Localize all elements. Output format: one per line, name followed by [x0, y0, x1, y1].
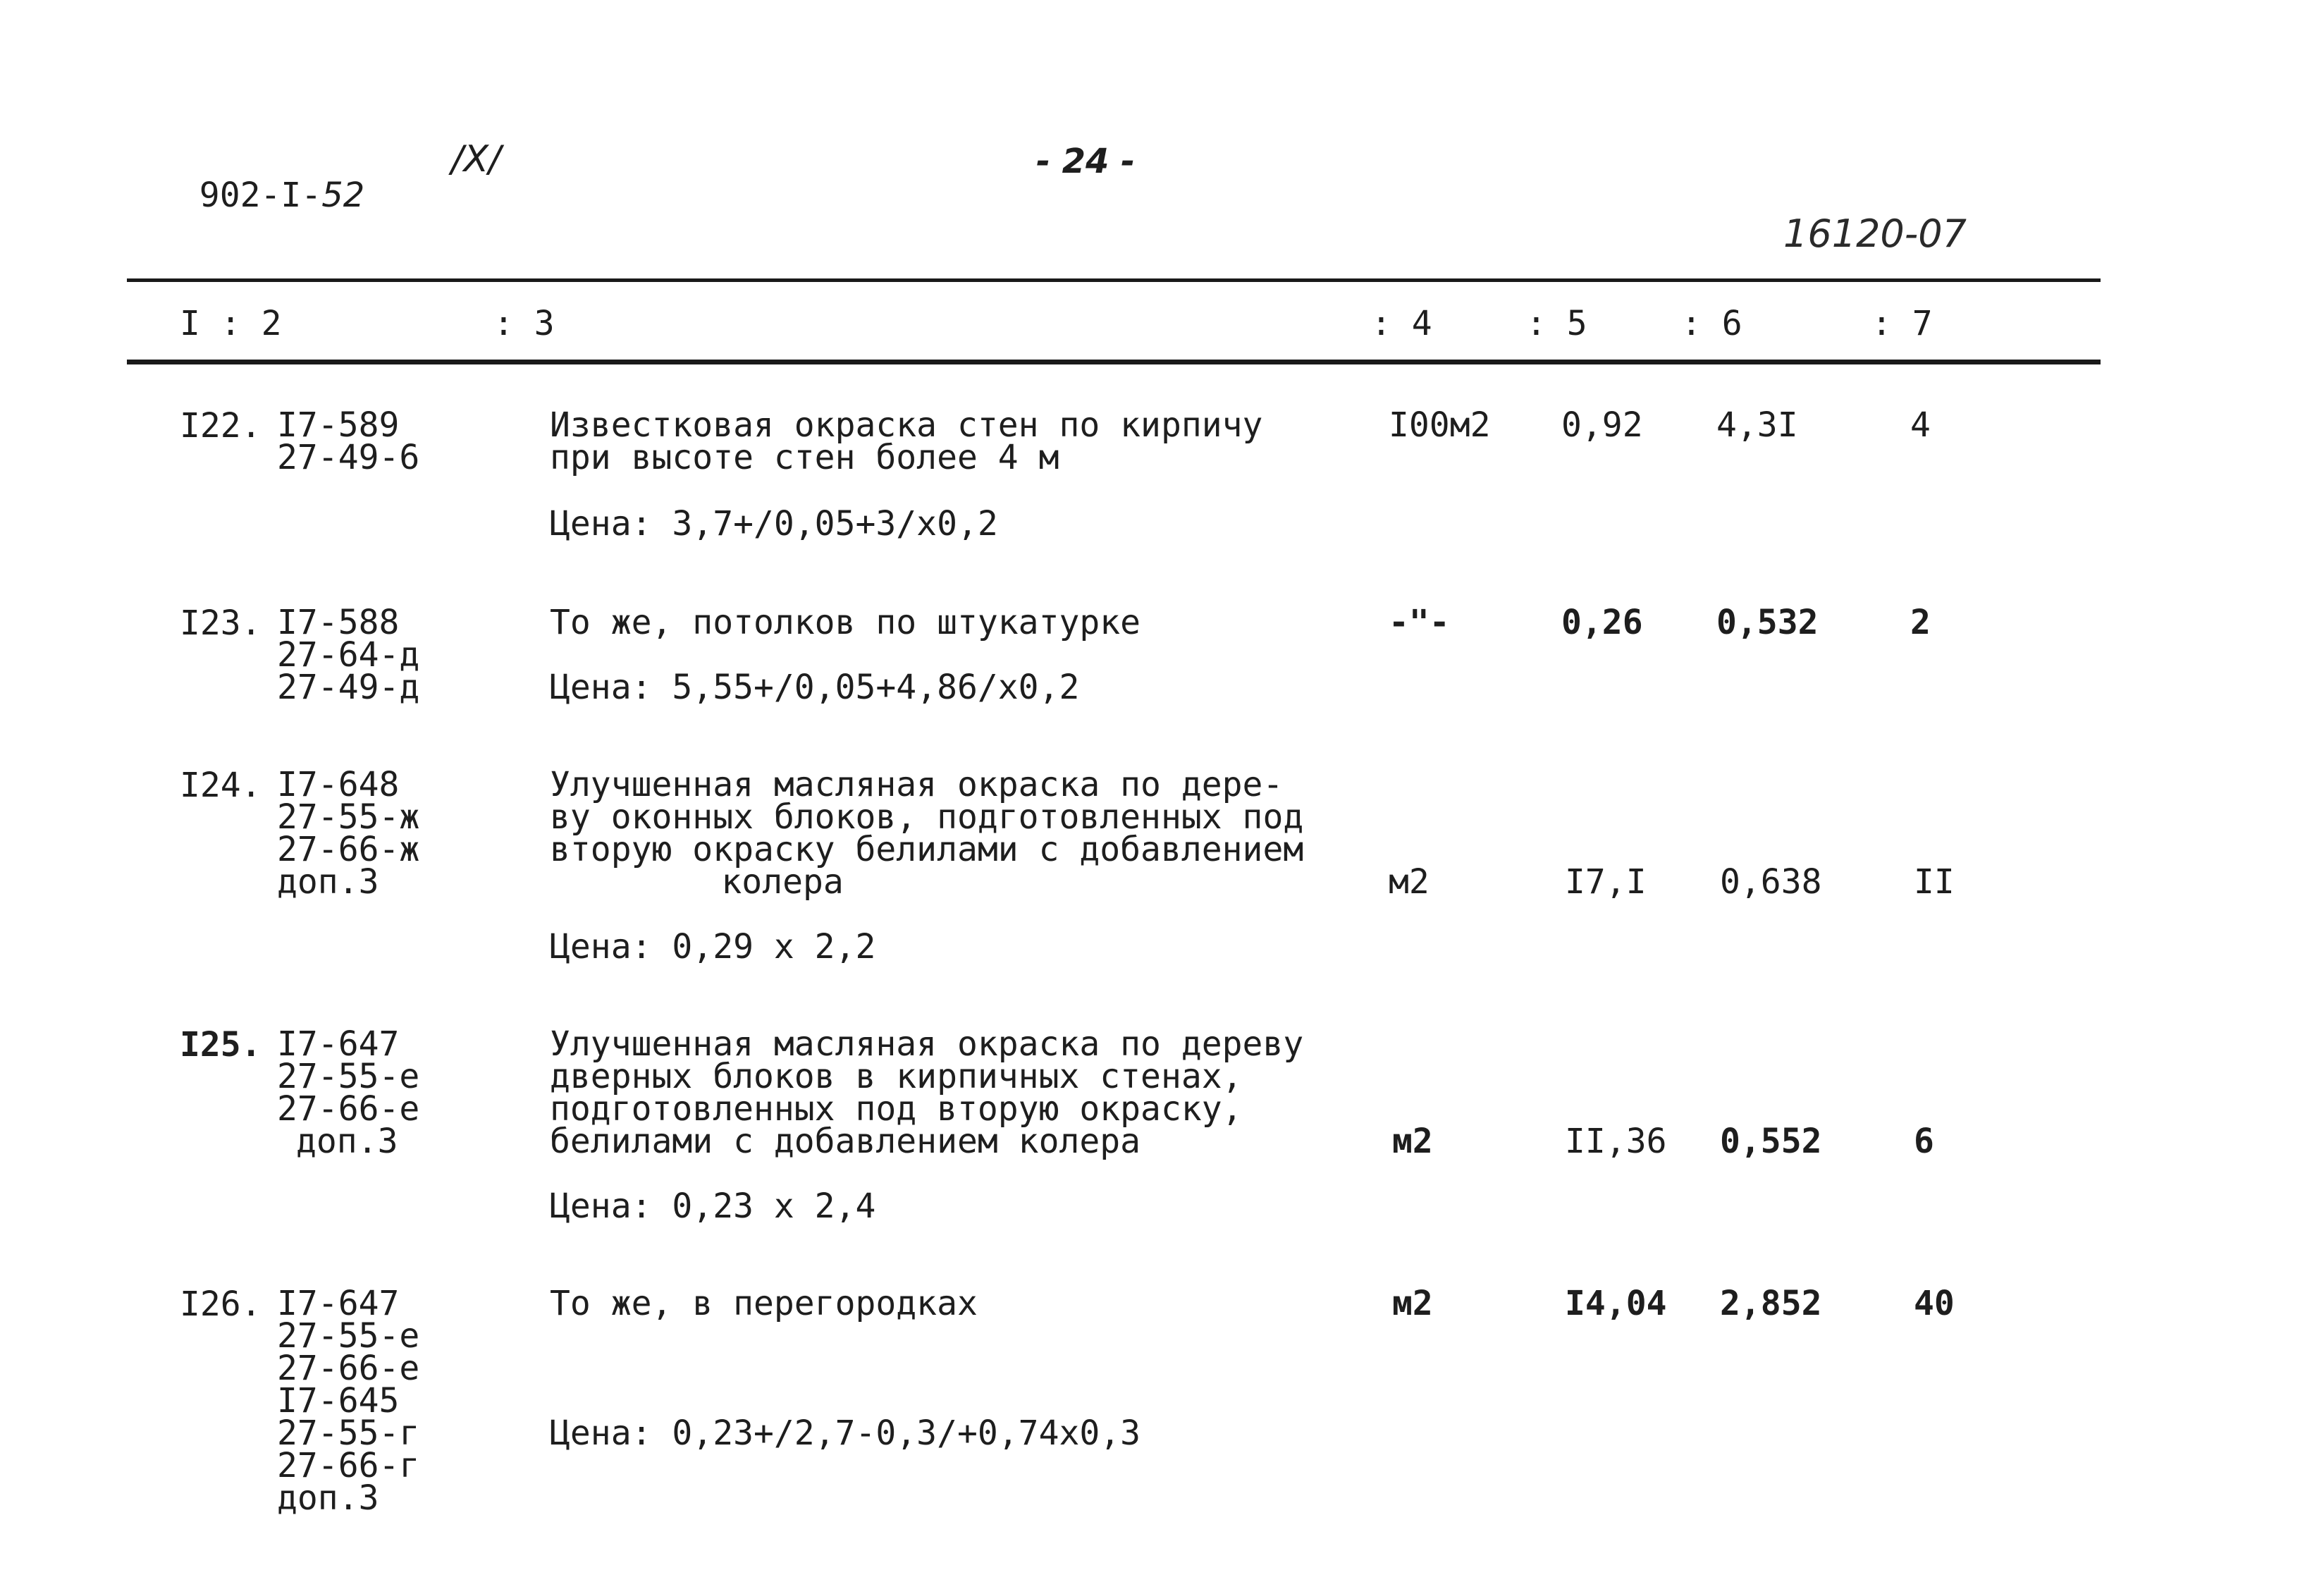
row-description: при высоте стен более 4 м: [550, 438, 1059, 477]
col-header-7: : 7: [1871, 304, 1933, 343]
row-description: колера: [599, 862, 844, 902]
row-unit: м2: [1392, 1284, 1433, 1323]
row-code: 27-66-е: [277, 1089, 420, 1129]
document-code: [159, 145, 365, 215]
row-number: I25.: [180, 1025, 262, 1065]
row-description: Улучшенная масляная окраска по дереву: [550, 1024, 1304, 1064]
row-value: 0,532: [1716, 603, 1819, 642]
row-unit: м2: [1392, 1122, 1433, 1161]
row-description: дверных блоков в кирпичных стенах,: [550, 1057, 1243, 1096]
row-description: Известковая окраска стен по кирпичу: [550, 405, 1263, 445]
row-code: 27-55-г: [277, 1413, 420, 1453]
col-header-1-2: I : 2: [180, 304, 282, 343]
top-rule: [127, 278, 2101, 282]
row-price: Цена: 0,29 x 2,2: [550, 927, 876, 967]
row-quantity: II,36: [1565, 1122, 1667, 1161]
row-code: I7-588: [277, 603, 400, 642]
row-code: I7-648: [277, 765, 400, 804]
row-quantity: 0,26: [1561, 603, 1643, 642]
row-col7: II: [1914, 862, 1955, 902]
row-code: I7-647: [277, 1024, 400, 1064]
row-code: доп.3: [277, 1478, 379, 1518]
col-header-6: : 6: [1681, 304, 1742, 343]
stamp-number: 16120-07: [1783, 211, 1967, 256]
row-value: 4,3I: [1716, 405, 1798, 445]
row-code: 27-55-ж: [277, 797, 420, 837]
page-number: - 24 -: [1036, 142, 1136, 181]
row-price: Цена: 0,23 x 2,4: [550, 1186, 876, 1226]
col-header-4: : 4: [1371, 304, 1432, 343]
row-description: То же, в перегородках: [550, 1284, 978, 1323]
row-number: I26.: [180, 1284, 262, 1324]
row-code: доп.3: [296, 1122, 398, 1161]
row-quantity: I4,04: [1565, 1284, 1667, 1323]
row-code: 27-66-г: [277, 1446, 420, 1485]
col-header-5: : 5: [1526, 304, 1587, 343]
row-unit: I00м2: [1389, 405, 1491, 445]
row-price: Цена: 5,55+/0,05+4,86/x0,2: [550, 668, 1080, 707]
row-code: 27-55-е: [277, 1316, 420, 1356]
document-code-prefix: 902-I-: [199, 176, 322, 215]
row-unit: м2: [1389, 862, 1430, 902]
row-description: вторую окраску белилами с добавлением: [550, 830, 1304, 869]
row-value: 2,852: [1720, 1284, 1822, 1323]
row-quantity: I7,I: [1565, 862, 1647, 902]
row-code: 27-49-6: [277, 438, 420, 477]
row-unit: -"-: [1389, 603, 1450, 642]
part-mark: /X/: [451, 138, 501, 180]
row-number: I24.: [180, 766, 262, 805]
row-col7: 2: [1910, 603, 1931, 642]
row-description: подготовленных под вторую окраску,: [550, 1089, 1243, 1129]
row-col7: 4: [1910, 405, 1931, 445]
row-code: 27-64-д: [277, 635, 420, 675]
row-value: 0,638: [1720, 862, 1822, 902]
document-code-suffix: 52: [321, 176, 365, 215]
row-code: доп.3: [277, 862, 379, 902]
row-number: I22.: [180, 406, 262, 446]
row-code: 27-66-ж: [277, 830, 420, 869]
row-code: 27-49-д: [277, 668, 420, 707]
row-quantity: 0,92: [1561, 405, 1643, 445]
col-header-3: : 3: [493, 304, 555, 343]
row-number: I23.: [180, 603, 262, 643]
row-code: 27-55-е: [277, 1057, 420, 1096]
row-description: ву оконных блоков, подготовленных под: [550, 797, 1304, 837]
row-code: I7-647: [277, 1284, 400, 1323]
row-description: Улучшенная масляная окраска по дере-: [550, 765, 1284, 804]
row-col7: 6: [1914, 1122, 1934, 1161]
row-description: То же, потолков по штукатурке: [550, 603, 1141, 642]
row-price: Цена: 3,7+/0,05+3/x0,2: [550, 504, 998, 544]
row-code: I7-645: [277, 1381, 400, 1421]
header-rule: [127, 360, 2101, 364]
row-col7: 40: [1914, 1284, 1955, 1323]
row-value: 0,552: [1720, 1122, 1822, 1161]
row-code: I7-589: [277, 405, 400, 445]
row-price: Цена: 0,23+/2,7-0,3/+0,74x0,3: [550, 1413, 1141, 1453]
row-code: 27-66-е: [277, 1349, 420, 1388]
row-description: белилами с добавлением колера: [550, 1122, 1141, 1161]
